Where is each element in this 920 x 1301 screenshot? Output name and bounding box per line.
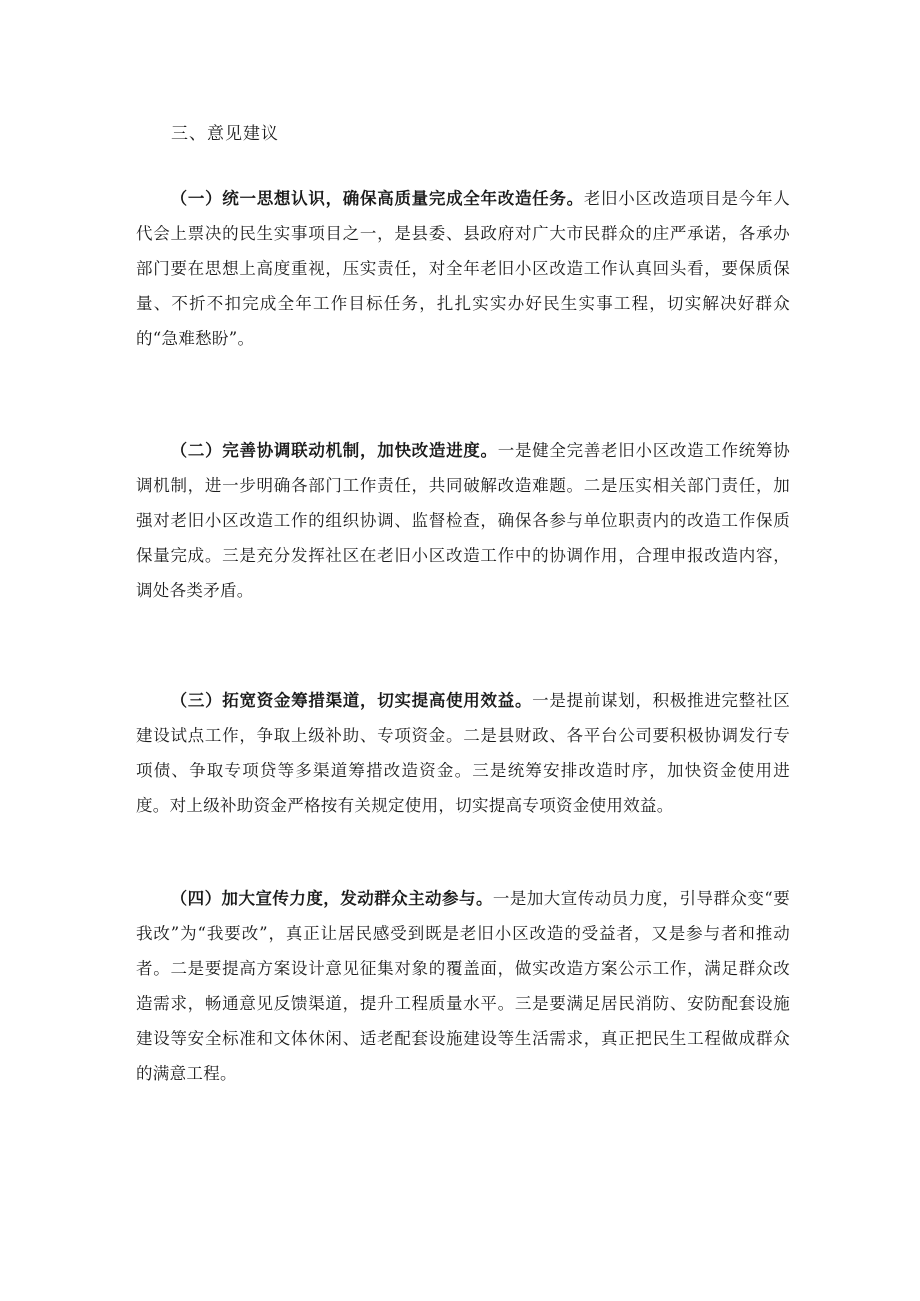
paragraph-3 xyxy=(136,683,790,823)
paragraph-4 xyxy=(136,881,790,1091)
paragraph-2 xyxy=(136,433,790,608)
paragraph-4-body: 一是加大宣传动员力度，引导群众变“要我改”为“我要改”，真正让居民感受到既是老旧小区改造的受益者，又是参与者和推动者。二是要提高方案设计意见征集对象的覆盖面，做实改造方案公示工作，满足群众改造需求，畅通意见反馈渠道，提升工程质量水平。三是要满足居民消防、安防配套设施建设等安全标准和文体休闲、适老配套设施建设等生活需求，真正把民生工程做成群众的满意工程。 xyxy=(136,889,791,1083)
paragraph-3-body: 一是提前谋划，积极推进完整社区建设试点工作，争取上级补助、专项资金。二是县财政、各平台公司要积极协调发行专项债、争取专项贷等多渠道筹措改造资金。三是统筹安排改造时序，加快资金使用进度。对上级补助资金严格按有关规定使用，切实提高专项资金使用效益。 xyxy=(136,691,790,815)
paragraph-1 xyxy=(136,181,790,356)
section-heading: 三、意见建议 xyxy=(171,124,279,144)
paragraph-2-lead: （二）完善协调联动机制，加快改造进度。 xyxy=(170,441,498,460)
paragraph-4-lead: （四）加大宣传力度，发动群众主动参与。 xyxy=(170,889,493,908)
paragraph-2-body: 一是健全完善老旧小区改造工作统筹协调机制，进一步明确各部门工作责任，共同破解改造难题。二是压实相关部门责任，加强对老旧小区改造工作的组织协调、监督检查，确保各参与单位职责内的改造工作保质保量完成。三是充分发挥社区在老旧小区改造工作中的协调作用，合理申报改造内容，调处各类矛盾。 xyxy=(136,441,790,600)
paragraph-1-body: 老旧小区改造项目是今年人代会上票决的民生实事项目之一，是县委、县政府对广大市民群众的庄严承诺，各承办部门要在思想上高度重视，压实责任，对全年老旧小区改造工作认真回头看，要保质保量、不折不扣完成全年工作目标任务，扎扎实实办好民生实事工程，切实解决好群众的“急难愁盼”。 xyxy=(136,189,790,348)
paragraph-1-lead: （一）统一思想认识，确保高质量完成全年改造任务。 xyxy=(170,189,584,208)
paragraph-3-lead: （三）拓宽资金筹措渠道，切实提高使用效益。 xyxy=(170,691,533,710)
